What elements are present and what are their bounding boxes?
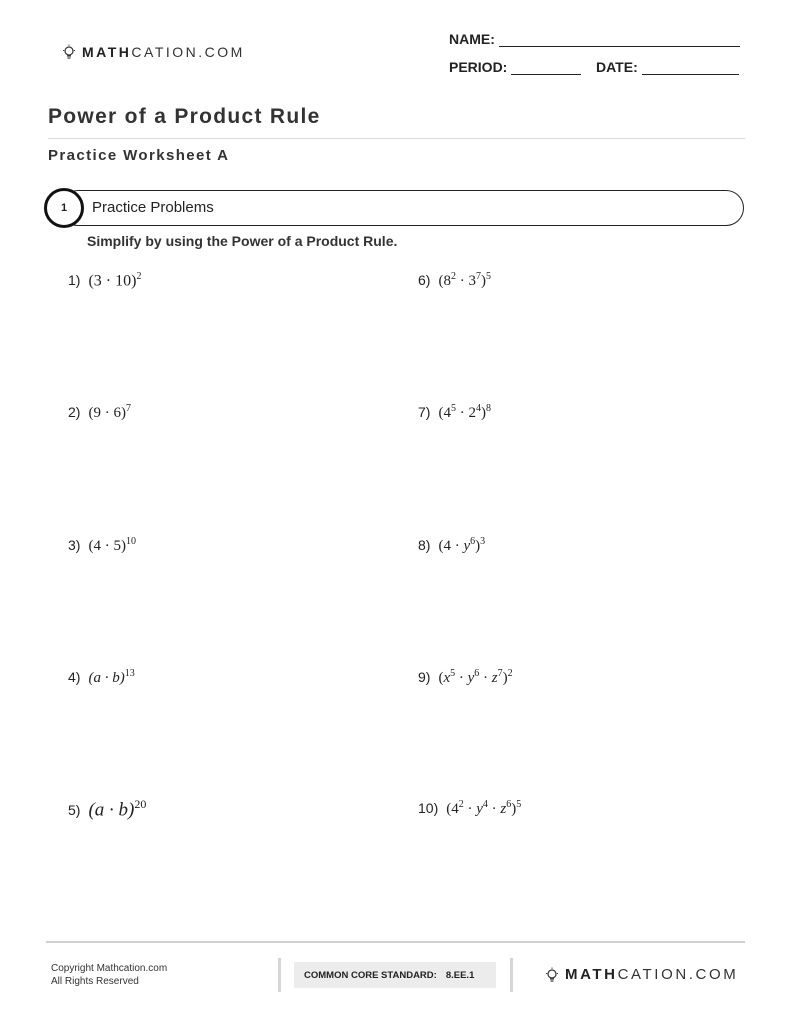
title-divider — [48, 138, 745, 139]
problem-number: 9) — [418, 669, 431, 685]
problem-number: 10) — [418, 800, 439, 816]
page-title: Power of a Product Rule — [48, 105, 321, 128]
name-field — [449, 31, 740, 47]
problem-2 — [68, 403, 131, 422]
problem-6 — [418, 271, 491, 290]
problem-4 — [68, 668, 135, 687]
problem-8 — [418, 536, 485, 555]
name-label: NAME: — [449, 31, 495, 47]
problem-number: 2) — [68, 404, 81, 420]
problem-number: 6) — [418, 272, 431, 288]
logo-text: MATHCATION.COM — [82, 44, 245, 60]
date-field — [596, 59, 739, 75]
problem-expression: $(4^2 \cdot y^4 \cdot z^6)^5$ — [446, 799, 522, 817]
problem-number: 8) — [418, 537, 431, 553]
name-line[interactable] — [499, 33, 740, 47]
date-label: DATE: — [596, 59, 638, 75]
section-number: 1 — [44, 188, 84, 228]
footer-separator — [278, 958, 281, 992]
section-title: Practice Problems — [92, 199, 214, 216]
mathcation-logo — [62, 44, 245, 60]
problem-expression: $(4^5 \cdot 2^4)^8$ — [438, 403, 491, 421]
problem-3 — [68, 536, 136, 555]
problem-number: 7) — [418, 404, 431, 420]
common-core-standard — [294, 962, 496, 988]
date-line[interactable] — [642, 61, 739, 75]
problem-10 — [418, 799, 521, 818]
logo-text: MATHCATION.COM — [565, 966, 739, 983]
problem-expression: $(4 \cdot y^6)^3$ — [438, 536, 486, 554]
problem-7 — [418, 403, 491, 422]
problem-number: 1) — [68, 272, 81, 289]
standard-code: 8.EE.1 — [445, 969, 475, 981]
problem-9 — [418, 668, 513, 687]
problem-expression: $(3 \cdot 10)^2$ — [88, 271, 142, 290]
problem-expression: $(x^5 \cdot y^6 \cdot z^7)^2$ — [438, 668, 513, 686]
problem-expression: $(8^2 \cdot 3^7)^5$ — [438, 271, 491, 289]
problem-expression: $(a \cdot b)^{13}$ — [88, 668, 135, 686]
problem-expression: $(a \cdot b)^{20}$ — [88, 797, 147, 821]
lightbulb-icon — [62, 44, 76, 60]
instruction-text: Simplify by using the Power of a Product Rule. — [87, 233, 398, 249]
copyright-text: Copyright Mathcation.com All Rights Reserved — [51, 963, 168, 987]
standard-label: COMMON CORE STANDARD: — [304, 969, 437, 981]
problem-1 — [68, 271, 141, 290]
problem-number: 3) — [68, 537, 81, 553]
lightbulb-icon — [545, 967, 559, 983]
problem-number: 4) — [68, 669, 81, 685]
problem-expression: $(9 \cdot 6)^7$ — [88, 403, 131, 421]
problem-number: 5) — [68, 802, 81, 819]
problem-expression: $(4 \cdot 5)^{10}$ — [88, 536, 136, 554]
mathcation-logo-footer — [545, 966, 738, 983]
period-line[interactable] — [511, 61, 581, 75]
footer-separator — [510, 958, 513, 992]
period-label: PERIOD: — [449, 59, 508, 75]
page-subtitle: Practice Worksheet A — [48, 147, 230, 164]
problem-5 — [68, 797, 146, 821]
period-field — [449, 59, 581, 75]
footer-divider — [46, 941, 745, 943]
